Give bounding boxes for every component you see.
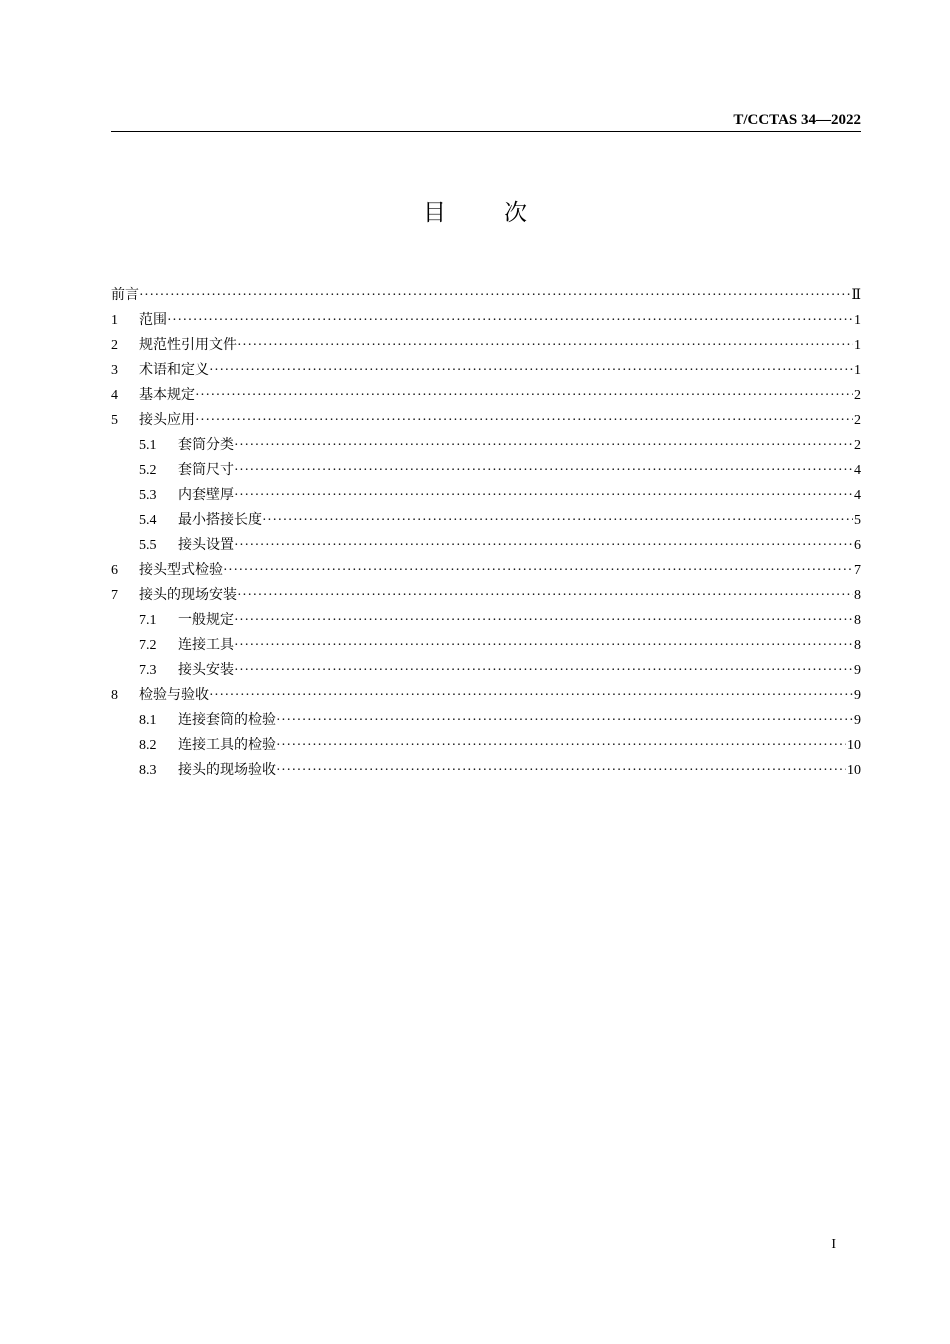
toc-entry-page: 1 bbox=[854, 313, 861, 328]
toc-entry-page: Ⅱ bbox=[851, 288, 861, 303]
toc-entry-page: 4 bbox=[854, 488, 861, 503]
toc-entry[interactable] bbox=[111, 333, 861, 358]
toc-dot-leader bbox=[195, 383, 853, 408]
page-number: I bbox=[831, 1237, 836, 1252]
toc-entry-number: 5.5 bbox=[139, 538, 157, 553]
standard-code: T/CCTAS 34—2022 bbox=[733, 112, 861, 128]
toc-entry[interactable] bbox=[111, 708, 861, 733]
toc-entry-page: 4 bbox=[854, 463, 861, 478]
toc-entry-page: 9 bbox=[854, 663, 861, 678]
toc-entry-page: 8 bbox=[854, 613, 861, 628]
toc-dot-leader bbox=[139, 283, 850, 308]
toc-entry-number: 7 bbox=[111, 588, 118, 603]
toc-entry[interactable] bbox=[111, 683, 861, 708]
toc-entry-number: 4 bbox=[111, 388, 118, 403]
toc-entry-number: 5.2 bbox=[139, 463, 157, 478]
toc-entry-page: 1 bbox=[854, 363, 861, 378]
toc-entry-number: 5.3 bbox=[139, 488, 157, 503]
toc-entry-label: 连接套筒的检验 bbox=[178, 712, 276, 728]
toc-entry-label: 检验与验收 bbox=[139, 687, 209, 703]
toc-dot-leader bbox=[237, 583, 853, 608]
toc-entry[interactable] bbox=[111, 558, 861, 583]
toc-dot-leader bbox=[234, 433, 853, 458]
toc-entry-number: 8.3 bbox=[139, 763, 157, 778]
toc-entry-page: 10 bbox=[847, 763, 861, 778]
toc-entry-label: 接头的现场验收 bbox=[178, 762, 276, 778]
toc-entry-label: 连接工具的检验 bbox=[178, 737, 276, 753]
toc-dot-leader bbox=[209, 358, 853, 383]
toc-dot-leader bbox=[234, 458, 853, 483]
toc-entry-page: 2 bbox=[854, 438, 861, 453]
toc-entry-page: 9 bbox=[854, 713, 861, 728]
toc-dot-leader bbox=[234, 608, 853, 633]
toc-dot-leader bbox=[276, 733, 846, 758]
toc-entry-page: 6 bbox=[854, 538, 861, 553]
toc-entry[interactable] bbox=[111, 758, 861, 783]
toc-entry-number: 7.1 bbox=[139, 613, 157, 628]
toc-entry[interactable] bbox=[111, 583, 861, 608]
toc-entry[interactable] bbox=[111, 658, 861, 683]
toc-entry-label: 基本规定 bbox=[139, 387, 195, 403]
toc-entry[interactable] bbox=[111, 433, 861, 458]
toc-entry[interactable] bbox=[111, 408, 861, 433]
toc-entry-page: 1 bbox=[854, 338, 861, 353]
toc-dot-leader bbox=[276, 758, 846, 783]
toc-entry-number: 8 bbox=[111, 688, 118, 703]
header-divider bbox=[111, 131, 861, 132]
toc-entry-number: 3 bbox=[111, 363, 118, 378]
toc-dot-leader bbox=[195, 408, 853, 433]
toc-entry-page: 8 bbox=[854, 588, 861, 603]
toc-dot-leader bbox=[237, 333, 853, 358]
toc-entry[interactable] bbox=[111, 508, 861, 533]
toc-entry[interactable] bbox=[111, 308, 861, 333]
toc-entry-label: 术语和定义 bbox=[139, 362, 209, 378]
toc-entry-number: 8.2 bbox=[139, 738, 157, 753]
toc-dot-leader bbox=[234, 658, 853, 683]
toc-dot-leader bbox=[223, 558, 853, 583]
toc-entry-label: 连接工具 bbox=[178, 637, 234, 653]
toc-entry[interactable] bbox=[111, 358, 861, 383]
toc-entry-label: 接头的现场安装 bbox=[139, 587, 237, 603]
toc-entry-number: 5 bbox=[111, 413, 118, 428]
toc-entry-page: 9 bbox=[854, 688, 861, 703]
toc-dot-leader bbox=[234, 483, 853, 508]
toc-dot-leader bbox=[167, 308, 853, 333]
toc-entry-page: 8 bbox=[854, 638, 861, 653]
toc-entry[interactable] bbox=[111, 283, 861, 308]
toc-entry-label: 接头应用 bbox=[139, 412, 195, 428]
toc-entry-number: 5.4 bbox=[139, 513, 157, 528]
toc-entry-page: 10 bbox=[847, 738, 861, 753]
toc-entry-label: 接头安装 bbox=[178, 662, 234, 678]
toc-entry-label: 前言 bbox=[111, 287, 139, 303]
toc-entry-page: 2 bbox=[854, 413, 861, 428]
toc-dot-leader bbox=[234, 633, 853, 658]
toc-entry-page: 5 bbox=[854, 513, 861, 528]
toc-entry[interactable] bbox=[111, 483, 861, 508]
toc-entry-page: 7 bbox=[854, 563, 861, 578]
toc-entry-number: 8.1 bbox=[139, 713, 157, 728]
toc-entry[interactable] bbox=[111, 633, 861, 658]
toc-entry[interactable] bbox=[111, 383, 861, 408]
toc-entry-number: 5.1 bbox=[139, 438, 157, 453]
toc-entry-label: 套筒分类 bbox=[178, 437, 234, 453]
toc-entry-label: 最小搭接长度 bbox=[178, 512, 262, 528]
toc-entry[interactable] bbox=[111, 733, 861, 758]
toc-entry-label: 套筒尺寸 bbox=[178, 462, 234, 478]
toc-entry[interactable] bbox=[111, 533, 861, 558]
toc-entry-label: 范围 bbox=[139, 312, 167, 328]
toc-dot-leader bbox=[209, 683, 853, 708]
toc-entry-label: 规范性引用文件 bbox=[139, 337, 237, 353]
toc-dot-leader bbox=[262, 508, 853, 533]
toc-title: 目次 bbox=[423, 200, 585, 226]
toc-dot-leader bbox=[276, 708, 853, 733]
toc-dot-leader bbox=[234, 533, 853, 558]
toc-entry-number: 1 bbox=[111, 313, 118, 328]
toc-entry[interactable] bbox=[111, 458, 861, 483]
toc-entry-number: 7.2 bbox=[139, 638, 157, 653]
toc-entry-label: 接头设置 bbox=[178, 537, 234, 553]
toc-entry-number: 2 bbox=[111, 338, 118, 353]
toc-entry-page: 2 bbox=[854, 388, 861, 403]
toc-entry-number: 6 bbox=[111, 563, 118, 578]
toc-entry[interactable] bbox=[111, 608, 861, 633]
toc-list bbox=[111, 283, 861, 783]
toc-entry-label: 一般规定 bbox=[178, 612, 234, 628]
toc-entry-label: 内套壁厚 bbox=[178, 487, 234, 503]
toc-entry-label: 接头型式检验 bbox=[139, 562, 223, 578]
toc-entry-number: 7.3 bbox=[139, 663, 157, 678]
